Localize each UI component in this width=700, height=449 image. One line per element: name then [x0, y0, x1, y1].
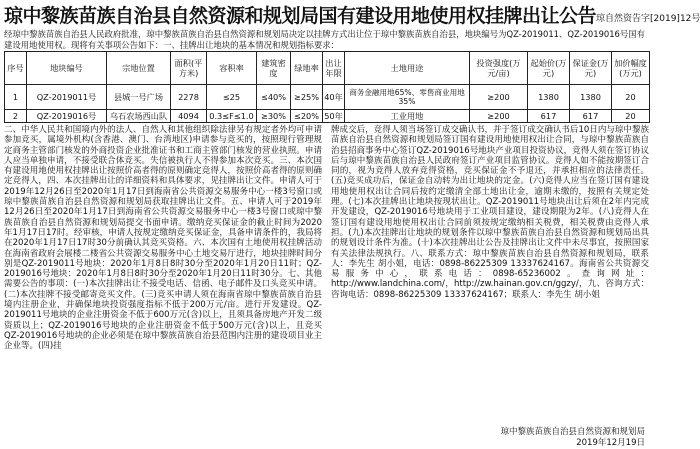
body-columns	[4, 125, 649, 448]
document-number: 琼自然资告字[2019]12号	[596, 14, 700, 24]
header-density: 建筑密度	[257, 52, 291, 85]
cell-green: ≤20%	[291, 110, 323, 123]
header-start: 起始价(万元)	[528, 52, 570, 85]
cell-use: 商务金融用地65%、零售商业用地35%	[345, 85, 470, 110]
cell-deposit: 1380	[570, 85, 612, 110]
table-row	[5, 110, 650, 123]
cell-area: 2278	[171, 85, 207, 110]
cell-invest: ≥200	[470, 110, 528, 123]
header-seq: 序号	[5, 52, 27, 85]
cell-start: 1380	[528, 85, 570, 110]
page-title: 琼中黎族苗族自治县自然资源和规划局国有建设用地使用权挂牌出让公告	[4, 5, 597, 27]
body-left-text: 二、中华人民共和国境内外的法人、自然人和其他组织除法律另有规定者外均可申请参加竞买，属境外机构(含香港、澳门、台湾地区)申请参与竞买的，按照现行管理规定商务主管部门核发的外商投资企业批准证书和工商主管部门核发的营业执照。申请人应当单独申请，不接受联合体竞买。失信被执行人不得参加本次竞买。三、本次国有建设用地使用权挂牌出让按照价高者得的原则确定竞得人，按照价高者得的原则确定竞得人，四、本次挂牌出让的详细资料和具体要求，见挂牌出让文件。申请人可于2019年12月26日至2020年1月17日到海南省公共资源交易服务中心一楼3号窗口或琼中黎族苗族自治县自然资源和规划局获取挂牌出让文件。五、申请人可于2019年12月26日至2020年1月17日到海南省公共资源交易服务中心一楼3号窗口或琼中黎族苗族自治县自然资源和规划局提交书面申请。缴纳竞买保证金的截止时间为2020年1月17日17时。经审核，申请人按规定缴纳竞买保证金，具备申请条件的，我局将在2020年1月17日17时30分前确认其竞买资格。六、本次国有土地使用权挂牌活动在海南省政府会展楼二楼省公共资源交易服务中心土地交易厅进行，地块挂牌时间分别是QZ-2019011号地块：2020年1月8日8时30分至2020年1月20日11时；QZ-2019016号地块：2020年1月8日8时30分至2020年1月20日11时30分。七、其他需要公告的事项：(一)本次挂牌出让不接受电话、信函、电子邮件及口头竞买申请。(二)本次挂牌不接受邮寄竞买文件。(三)竞买申请人须在海南省琼中黎族苗族自治县境内注册企业，并确保地块投资强度指标不低于200万元/亩。进行开发建设。QZ-2019011号地块的企业注册资金不低于600万元(含)以上，且须具备房地产开发二级资质以上；QZ-2019016号地块的企业注册资金不低于500万元(含)以上，且竞买QZ-2019016号地块的企业必须是在琼中黎族苗族自治县范围内注册的建设项目业主企业等。(四)挂	[4, 125, 322, 352]
cell-term: 40年	[323, 85, 345, 110]
header-term: 出让年限	[323, 52, 345, 85]
cell-far: ≤25	[207, 85, 257, 110]
cell-density: ≤40%	[257, 85, 291, 110]
issue-date: 2019年12月19日	[576, 438, 645, 448]
cell-start: 617	[528, 110, 570, 123]
table-row	[5, 85, 650, 110]
cell-term: 50年	[324, 111, 343, 121]
cell-far: 0.3≤F≤1.0	[207, 110, 257, 123]
cell-seq: 1	[5, 85, 27, 110]
body-right-column	[331, 125, 649, 448]
cell-invest: ≥200	[470, 85, 528, 110]
header-use: 土地用途	[345, 52, 470, 85]
header-area: 面积(平方米)	[171, 52, 207, 85]
cell-location: 乌石农场西山队	[107, 110, 171, 123]
parcel-table	[4, 51, 650, 123]
cell-green: ≥25%	[291, 85, 323, 110]
cell-use: 工业用地	[345, 110, 470, 123]
body-left-column	[4, 125, 322, 448]
cell-increment: 20	[612, 85, 650, 110]
header	[4, 2, 700, 28]
cell-location: 县城一号广场	[107, 85, 171, 110]
header-increment: 加价幅度(万元)	[612, 52, 650, 85]
cell-density: ≥30%	[257, 110, 291, 123]
cell-increment: 20	[612, 110, 650, 123]
body-right-text: 牌成交后，竞得人须当场签订成交确认书，并于签订成交确认书后10日内与琼中黎族苗族自治县自然资源和规划局签订国有建设用地使用权出让合同，与琼中黎族苗族自治县招商事务中心签订QZ-2019016号地块产业项目投资协议，竞得人须在签订协议后与琼中黎族苗族自治县人民政府签订产业项目监管协议。竞得人如不能按期签订合同的，视为竞得人放弃竞得资格，竞买保证金不予退还，并承担相应的法律责任。(五)竞买成功后，保证金自动转为出让地块的定金。(六)竞得人应当在签订国有建设用地使用权出让合同后按约定缴清全部土地出让金，逾期未缴的，按照有关规定处理。(七)本次挂牌出让地块按现状出让。QZ-2019011号地块出让后须在2年内完成开发建设，QZ-2019016号地块用于工业项目建设，建设期限为2年。(八)竞得人在签订国有建设用地使用权出让合同前须按规定缴纳相关税费，相关税费由竞得人承担。(九)本次挂牌出让地块的规划条件以琼中黎族苗族自治县自然资源和规划局出具的规划设计条件为准。(十)本次挂牌出让公告及挂牌出让文件中未尽事宜，按照国家有关法律法规执行。八、联系方式：琼中黎族苗族自治县自然资源和规划局，联系人：李先生 胡小姐，电话：0898-86225309 13337624167。海南省公共资源交易服务中心，联系电话：0898-65236002。查询网址：http://www.landchina.com/，http://zw.hainan.gov.cn/ggzy/，九、咨询方式：咨询电话：0898-86225309 13337624167；联系人：李先生 胡小姐	[331, 125, 649, 300]
header-code: 地块编号	[27, 52, 107, 85]
header-location: 宗地位置	[107, 52, 171, 85]
header-deposit: 保证金(万元)	[570, 52, 612, 85]
header-invest: 投资强度(万元/亩)	[470, 52, 528, 85]
signature: 琼中黎族苗族自治县自然资源和规划局	[500, 427, 645, 437]
cell-code: QZ-2019011号	[27, 85, 107, 110]
cell-seq: 2	[5, 110, 27, 123]
cell-area: 4094	[171, 110, 207, 123]
header-far: 容积率	[207, 52, 257, 85]
intro-paragraph: 经琼中黎族苗族自治县人民政府批准，琼中黎族苗族自治县自然资源和规划局决定以挂牌方式出让位于琼中黎族苗族自治县，地块编号为QZ-2019011、QZ-2019016号国有建设用地使用权。现将有关事项公告如下：一、挂牌出让地块的基本情况和规划指标要求：	[4, 29, 646, 50]
cell-code: QZ-2019016号	[27, 110, 107, 123]
table-header-row	[5, 52, 650, 85]
header-green: 绿地率	[291, 52, 323, 85]
cell-deposit: 617	[570, 110, 612, 123]
